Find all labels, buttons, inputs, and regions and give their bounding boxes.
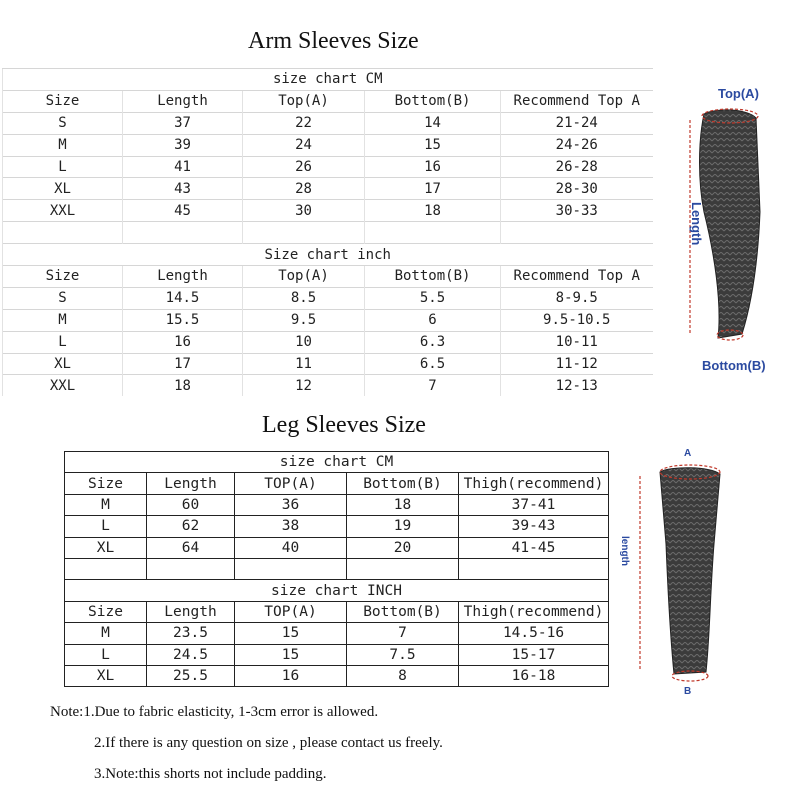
column-header: Size [65, 601, 147, 622]
empty-cell [65, 558, 147, 579]
empty-cell [147, 558, 235, 579]
length-cell: 60 [147, 494, 235, 515]
leg-sleeves-title: Leg Sleeves Size [262, 412, 426, 438]
arm-sleeve-diagram [652, 72, 798, 382]
empty-cell [243, 222, 365, 244]
recommend-cell: 26-28 [501, 156, 653, 178]
column-header: Bottom(B) [347, 473, 459, 494]
arm-sleeve-shape [700, 110, 761, 338]
bottom-cell: 14 [365, 112, 501, 134]
recommend-cell: 8-9.5 [501, 287, 653, 309]
column-header: Size [3, 266, 123, 288]
table-row [3, 156, 653, 178]
length-cell: 24.5 [147, 644, 235, 665]
arm-bottom-label: Bottom(B) [702, 358, 766, 373]
length-cell: 43 [123, 178, 243, 200]
recommend-cell: 11-12 [501, 353, 653, 375]
column-header: TOP(A) [235, 473, 347, 494]
table-row [3, 309, 653, 331]
arm-cm-label-row [3, 69, 653, 91]
length-cell: 15.5 [123, 309, 243, 331]
size-cell: L [65, 644, 147, 665]
recommend-cell: 24-26 [501, 134, 653, 156]
table-row [65, 623, 609, 644]
table-row [3, 331, 653, 353]
arm-inch-header-row [3, 266, 653, 288]
size-cell: XXL [3, 200, 123, 222]
bottom-cell: 18 [365, 200, 501, 222]
length-cell: 14.5 [123, 287, 243, 309]
arm-size-table [2, 68, 653, 396]
bottom-cell: 6.5 [365, 353, 501, 375]
size-cell: L [3, 156, 123, 178]
bottom-cell: 19 [347, 516, 459, 537]
empty-cell [501, 222, 653, 244]
column-header: Length [147, 601, 235, 622]
bottom-cell: 7 [365, 375, 501, 396]
top-cell: 22 [243, 112, 365, 134]
arm-cm-header-row [3, 90, 653, 112]
size-cell: L [3, 331, 123, 353]
leg-top-label: A [684, 448, 692, 459]
bottom-cell: 5.5 [365, 287, 501, 309]
leg-inch-header-row [65, 601, 609, 622]
bottom-cell: 6.3 [365, 331, 501, 353]
length-cell: 62 [147, 516, 235, 537]
leg-cm-label-row [65, 452, 609, 473]
top-cell: 16 [235, 665, 347, 686]
bottom-cell: 16 [365, 156, 501, 178]
empty-cell [347, 558, 459, 579]
length-cell: 37 [123, 112, 243, 134]
table-row [65, 494, 609, 515]
column-header: Recommend Top A [501, 90, 653, 112]
column-header: Length [147, 473, 235, 494]
length-cell: 45 [123, 200, 243, 222]
column-header: Length [123, 90, 243, 112]
recommend-cell: 37-41 [459, 494, 609, 515]
top-cell: 11 [243, 353, 365, 375]
table-row [3, 353, 653, 375]
table-row [3, 112, 653, 134]
empty-cell [365, 222, 501, 244]
note-2: 2.If there is any question on size , please contact us freely. [94, 735, 443, 751]
empty-cell [235, 558, 347, 579]
length-cell: 41 [123, 156, 243, 178]
size-cell: XL [65, 537, 147, 558]
top-cell: 26 [243, 156, 365, 178]
leg-sleeve-diagram [610, 444, 730, 700]
leg-length-label: length [619, 536, 630, 566]
top-cell: 24 [243, 134, 365, 156]
leg-inch-section-label: size chart INCH [65, 580, 609, 601]
table-row [65, 644, 609, 665]
top-cell: 30 [243, 200, 365, 222]
leg-cm-section-label: size chart CM [65, 452, 609, 473]
length-cell: 16 [123, 331, 243, 353]
arm-length-label: Length [689, 202, 704, 246]
recommend-cell: 12-13 [501, 375, 653, 396]
column-header: TOP(A) [235, 601, 347, 622]
arm-inch-section-label: Size chart inch [3, 244, 653, 266]
length-cell: 64 [147, 537, 235, 558]
leg-inch-label-row [65, 580, 609, 601]
column-header: Thigh(recommend) [459, 473, 609, 494]
length-cell: 18 [123, 375, 243, 396]
recommend-cell: 28-30 [501, 178, 653, 200]
size-cell: XL [3, 353, 123, 375]
leg-cm-header-row [65, 473, 609, 494]
recommend-cell: 10-11 [501, 331, 653, 353]
empty-cell [3, 222, 123, 244]
bottom-cell: 7.5 [347, 644, 459, 665]
table-row [3, 178, 653, 200]
bottom-cell: 18 [347, 494, 459, 515]
top-cell: 8.5 [243, 287, 365, 309]
size-cell: S [3, 287, 123, 309]
size-cell: L [65, 516, 147, 537]
bottom-cell: 20 [347, 537, 459, 558]
table-row [3, 375, 653, 396]
leg-size-table [64, 451, 609, 687]
recommend-cell: 14.5-16 [459, 623, 609, 644]
top-cell: 38 [235, 516, 347, 537]
size-cell: M [65, 494, 147, 515]
column-header: Thigh(recommend) [459, 601, 609, 622]
size-cell: S [3, 112, 123, 134]
recommend-cell: 41-45 [459, 537, 609, 558]
length-cell: 17 [123, 353, 243, 375]
size-cell: XXL [3, 375, 123, 396]
recommend-cell: 30-33 [501, 200, 653, 222]
length-cell: 23.5 [147, 623, 235, 644]
size-cell: XL [65, 665, 147, 686]
leg-spacer-row [65, 558, 609, 579]
length-cell: 25.5 [147, 665, 235, 686]
recommend-cell: 9.5-10.5 [501, 309, 653, 331]
table-row [65, 516, 609, 537]
top-cell: 9.5 [243, 309, 365, 331]
arm-sleeves-title: Arm Sleeves Size [248, 28, 419, 54]
size-cell: XL [3, 178, 123, 200]
note-3: 3.Note:this shorts not include padding. [94, 766, 327, 782]
bottom-cell: 8 [347, 665, 459, 686]
top-cell: 10 [243, 331, 365, 353]
column-header: Top(A) [243, 266, 365, 288]
column-header: Bottom(B) [347, 601, 459, 622]
top-cell: 28 [243, 178, 365, 200]
bottom-cell: 6 [365, 309, 501, 331]
bottom-cell: 17 [365, 178, 501, 200]
arm-spacer-row [3, 222, 653, 244]
empty-cell [459, 558, 609, 579]
top-cell: 40 [235, 537, 347, 558]
table-row [65, 537, 609, 558]
column-header: Top(A) [243, 90, 365, 112]
recommend-cell: 15-17 [459, 644, 609, 665]
column-header: Size [3, 90, 123, 112]
recommend-cell: 16-18 [459, 665, 609, 686]
column-header: Recommend Top A [501, 266, 653, 288]
length-cell: 39 [123, 134, 243, 156]
table-row [3, 287, 653, 309]
arm-cm-section-label: size chart CM [3, 69, 653, 91]
table-row [65, 665, 609, 686]
column-header: Bottom(B) [365, 266, 501, 288]
size-cell: M [65, 623, 147, 644]
leg-bottom-label: B [684, 686, 692, 697]
leg-sleeve-shape [660, 468, 720, 674]
column-header: Bottom(B) [365, 90, 501, 112]
size-cell: M [3, 134, 123, 156]
column-header: Length [123, 266, 243, 288]
top-cell: 12 [243, 375, 365, 396]
bottom-cell: 7 [347, 623, 459, 644]
arm-inch-label-row [3, 244, 653, 266]
size-cell: M [3, 309, 123, 331]
recommend-cell: 39-43 [459, 516, 609, 537]
table-row [3, 134, 653, 156]
top-cell: 15 [235, 644, 347, 665]
bottom-cell: 15 [365, 134, 501, 156]
recommend-cell: 21-24 [501, 112, 653, 134]
empty-cell [123, 222, 243, 244]
top-cell: 15 [235, 623, 347, 644]
note-1: Note:1.Due to fabric elasticity, 1-3cm error is allowed. [50, 704, 379, 720]
arm-top-label: Top(A) [718, 86, 759, 101]
table-row [3, 200, 653, 222]
top-cell: 36 [235, 494, 347, 515]
column-header: Size [65, 473, 147, 494]
